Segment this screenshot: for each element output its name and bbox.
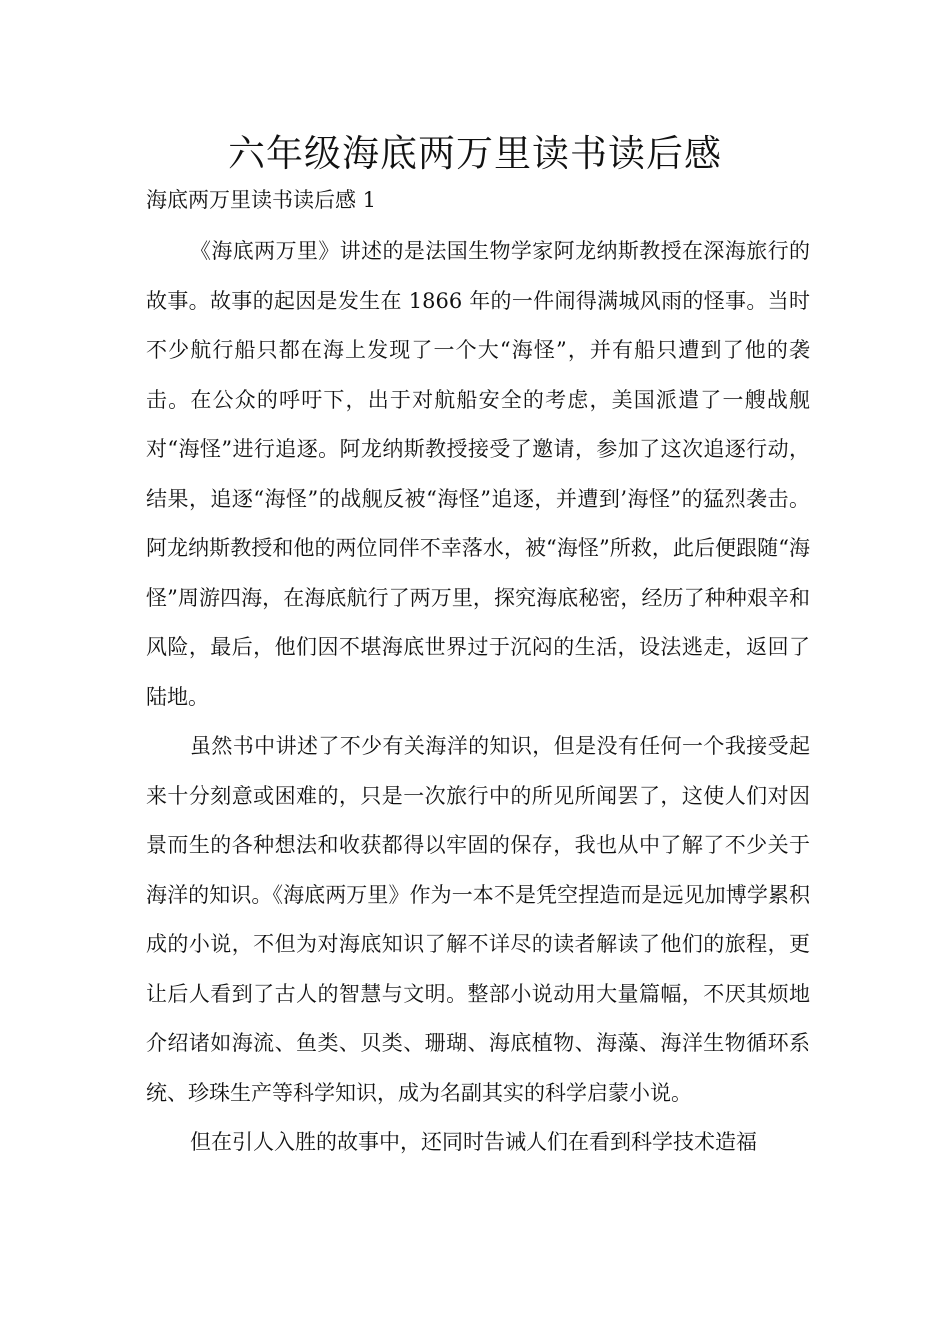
document-title: 六年级海底两万里读书读后感 <box>228 132 722 175</box>
paragraph-3: 但在引人入胜的故事中，还同时告诫人们在看到科学技术造福 <box>190 1130 757 1154</box>
document-body <box>146 227 810 1168</box>
paragraph-1: 《海底两万里》讲述的是法国生物学家阿龙纳斯教授在深海旅行的故事。故事的起因是发生在 1866 年的一件闹得满城风雨的怪事。当时不少航行船只都在海上发现了一个大“海怪”，并有船只遭到了他的袭击。在公众的呼吁下，出于对航船安全的考虑，美国派遣了一艘战舰对“海怪”进行追逐。阿龙纳斯教授接受了邀请，参加了这次追逐行动，结果，追逐“海怪”的战舰反被“海怪”追逐，并遭到’海怪”的猛烈袭击。阿龙纳斯教授和他的两位同伴不幸落水，被“海怪”所救，此后便跟随“海怪”周游四海，在海底航行了两万里，探究海底秘密，经历了种种艰辛和风险，最后，他们因不堪海底世界过于沉闷的生活，设法逃走，返回了陆地。 <box>146 239 810 709</box>
document-subtitle: 海底两万里读书读后感 1 <box>146 188 377 212</box>
paragraph-2: 虽然书中讲述了不少有关海洋的知识，但是没有任何一个我接受起来十分刻意或困难的，只是一次旅行中的所见所闻罢了，这使人们对因景而生的各种想法和收获都得以牢固的保存，我也从中了解了不少关于海洋的知识。《海底两万里》作为一本不是凭空捏造而是远见加博学累积成的小说，不但为对海底知识了解不详尽的读者解读了他们的旅程，更让后人看到了古人的智慧与文明。整部小说动用大量篇幅，不厌其烦地介绍诸如海流、鱼类、贝类、珊瑚、海底植物、海藻、海洋生物循环系统、珍珠生产等科学知识，成为名副其实的科学启蒙小说。 <box>146 734 810 1105</box>
